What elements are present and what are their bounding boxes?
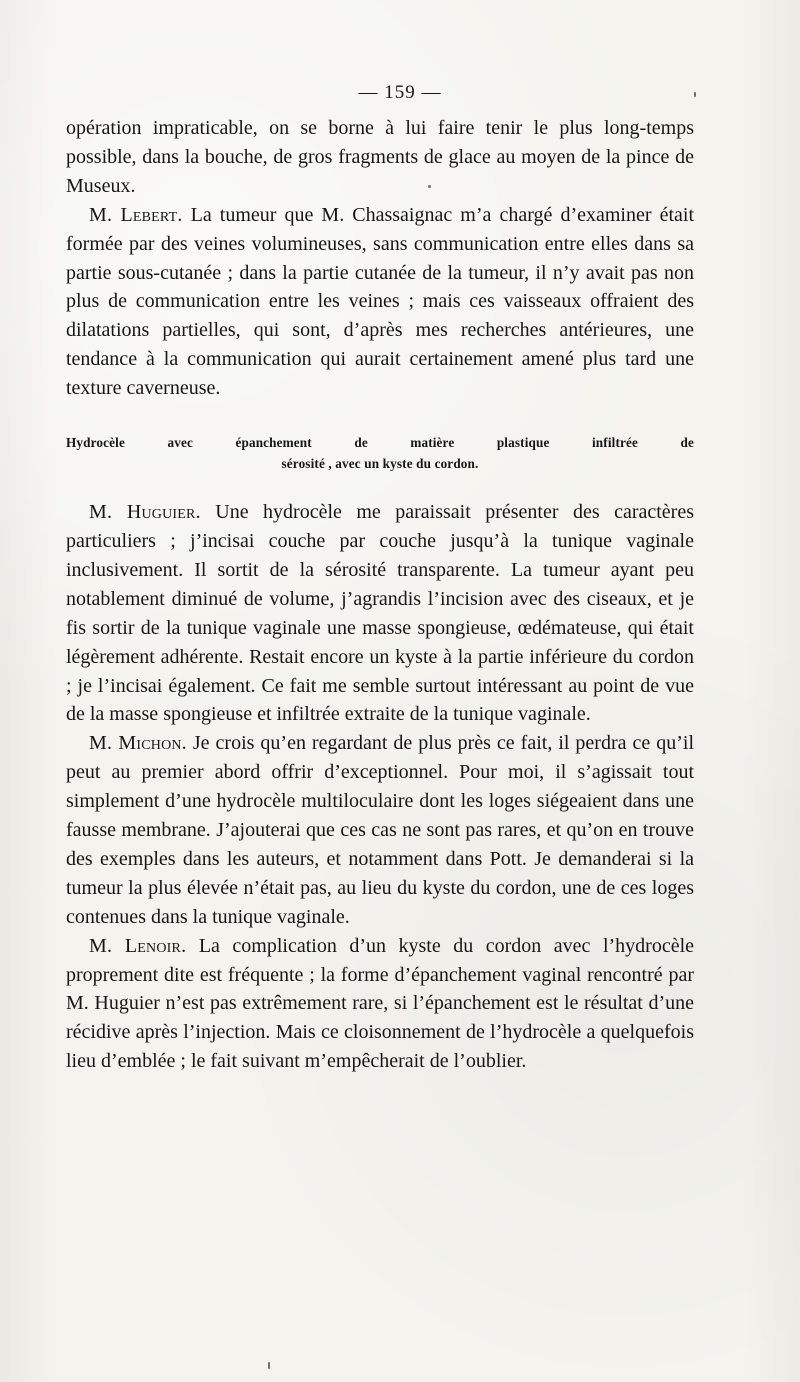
paragraph-text: La complication d’un kyste du cordon avec l’hydrocèle proprement dite est fréquente ; la forme d’épanchement vaginal rencontré par M. Huguier n’est pas extrêmement rare, si l’épanchement est le résultat d’une récidive après l’injection. Mais ce cloisonnement de l’hydrocèle a quelquefois lieu d’emblée ; le fait suivant m’empêcherait de l’oublier.	[66, 934, 695, 1073]
speaker-name: M. Lenoir.	[89, 934, 187, 957]
paragraph-huguier	[66, 498, 694, 729]
section-heading-line: Hydrocèle avec épanchement de matière plastique infiltrée de	[66, 435, 694, 451]
paragraph-michon	[66, 729, 694, 931]
speaker-name: M. Huguier.	[89, 501, 201, 524]
paragraph-text: La tumeur que M. Chassaignac m’a chargé d’examiner était formée par des veines volumineuses, sans communication entre elles dans sa partie sous-cutanée ; dans la partie cutanée de la tumeur, il n’y avait pas non plus de communication entre les veines ; mais ces vaisseaux offraient des dilatations partielles, qui sont, d’après mes recherches antérieures, une tendance à la communication qui aurait certainement amené plus tard une texture caverneuse.	[66, 203, 694, 400]
paragraph-text: Une hydrocèle me paraissait présenter des caractères particuliers ; j’incisai couche par couche jusqu’à la tunique vaginale inclusivement. Il sortit de la sérosité transparente. La tumeur ayant peu notablement diminué de volume, j’agrandis l’incision avec des ciseaux, et je fis sortir de la tunique vaginale une masse spongieuse, œdémateuse, qui était légèrement adhérente. Restait encore un kyste à la partie inférieure du cordon ; je l’incisai également. Ce fait me semble surtout intéressant au point de vue de la masse spongieuse et infiltrée extraite de la tunique vaginale.	[66, 501, 695, 726]
paper-speck	[694, 92, 696, 97]
section-heading	[66, 432, 694, 474]
paragraph-lenoir	[66, 932, 694, 1077]
paragraph-lebert	[66, 201, 694, 403]
paragraph-continuation	[66, 114, 694, 201]
speaker-name: M. Michon.	[89, 732, 187, 755]
paper-speck	[428, 185, 431, 188]
section-heading-line: sérosité , avec un kyste du cordon.	[281, 456, 479, 472]
paragraph-text: Je crois qu’en regardant de plus près ce fait, il perdra ce qu’il peut au premier abord offrir d’exceptionnel. Pour moi, il s’agissait tout simplement d’une hydrocèle multiloculaire dont les loges siégeaient dans une fausse membrane. J’ajouterai que ces cas ne sont pas rares, et qu’on en trouve des exemples dans les auteurs, et notamment dans Pott. Je demanderai si la tumeur la plus élevée n’était pas, au lieu du kyste du cordon, une de ces loges contenues dans la tunique vaginale.	[66, 732, 694, 928]
paper-speck	[268, 1362, 270, 1369]
page-content	[66, 114, 694, 1076]
paragraph-text: opération impraticable, on se borne à lui faire tenir le plus long-temps possible, dans la bouche, de gros fragments de glace au moyen de la pince de Museux.	[66, 117, 694, 197]
page-number: — 159 —	[358, 82, 442, 103]
speaker-name: M. Lebert.	[89, 203, 183, 226]
